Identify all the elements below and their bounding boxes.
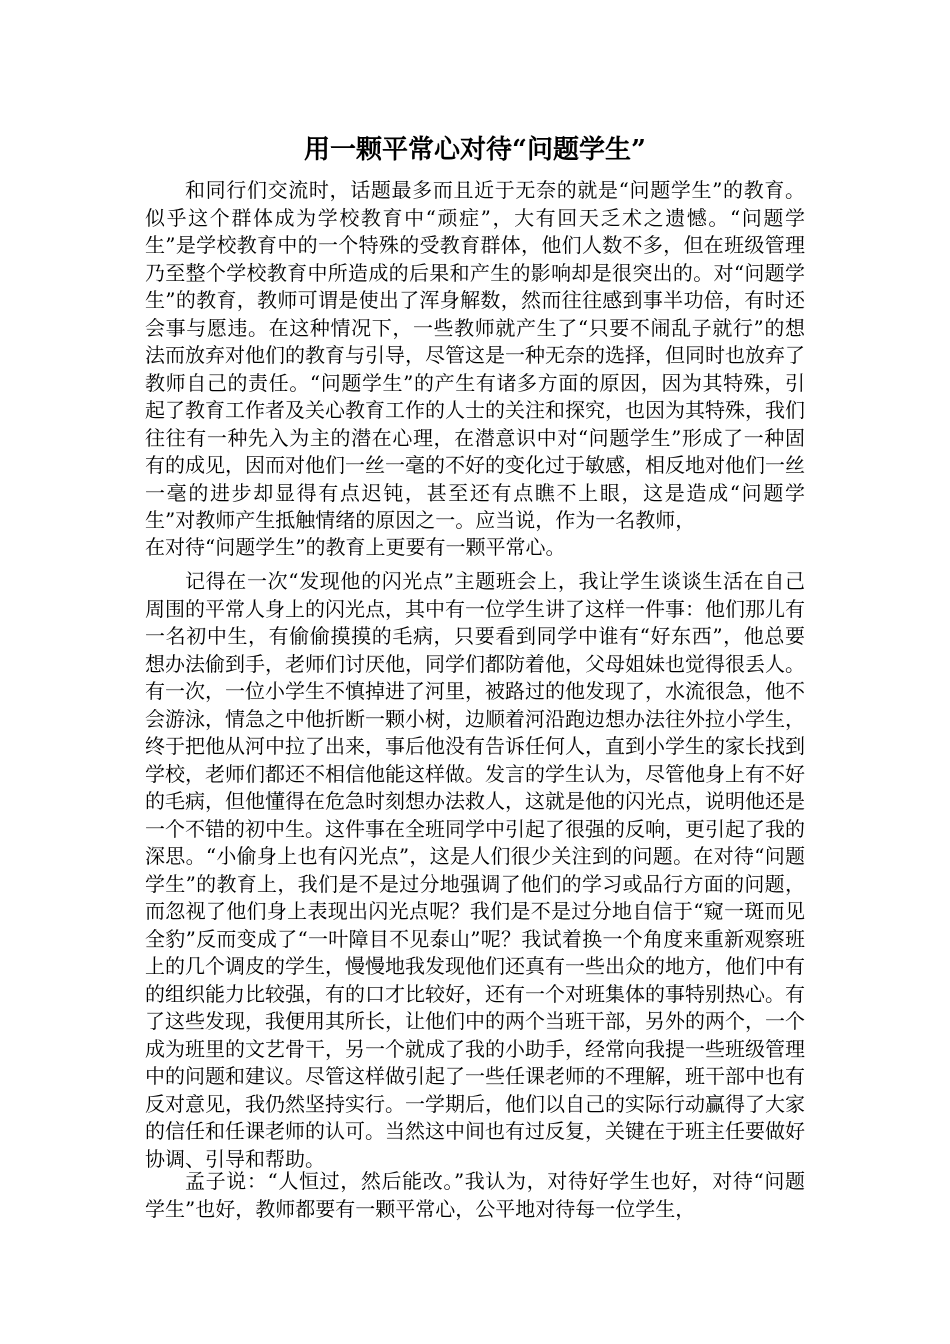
paragraph-2: 记得在一次“发现他的闪光点”主题班会上，我让学生谈谈生活在自己周围的平常人身上的闪光点，其中有一位学生讲了这样一件事：他们那儿有一名初中生，有偷偷摸摸的毛病，只要看到同学中谁有“好东西”，他总要想办法偷到手，老师们讨厌他，同学们都防着他，父母姐妹也觉得很丢人。有一次，一位小学生不慎掉进了河里，被路过的他发现了，水流很急，他不会游泳，情急之中他折断一颗小树，边顺着河沿跑边想办法往外拉小学生，终于把他从河中拉了出来，事后他没有告诉任何人，直到小学生的家长找到学校，老师们都还不相信他能这样做。发言的学生认为，尽管他身上有不好的毛病，但他懂得在危急时刻想办法救人，这就是他的闪光点，说明他还是一个不错的初中生。这件事在全班同学中引起了很强的反响，更引起了我的深思。“小偷身上也有闪光点”，这是人们很少关注到的问题。在对待“问题学生”的教育上，我们是不是过分地强调了他们的学习或品行方面的问题，而忽视了他们身上表现出闪光点呢？我们是不是过分地自信于“窥一斑而见全豹”反而变成了“一叶障目不见泰山”呢？我试着换一个角度来重新观察班上的几个调皮的学生，慢慢地我发现他们还真有一些出众的地方，他们中有的组织能力比较强，有的口才比较好，还有一个对班集体的事特别热心。有了这些发现，我便用其所长，让他们中的两个当班干部，另外的两个，一个成为班里的文艺骨干，另一个就成了我的小助手，经常向我提一些班级管理中的问题和建议。尽管这样做引起了一些任课老师的不理解，班干部中也有反对意见，我仍然坚持实行。一学期后，他们以自己的实际行动赢得了大家的信任和任课老师的认可。当然这中间也有过反复，关键在于班主任要做好协调、引导和帮助。	[145, 569, 805, 1171]
document-title: 用一颗平常心对待“问题学生”	[304, 135, 646, 165]
paragraph-1-continuation: 在对待“问题学生”的教育上更要有一颗平常心。	[145, 535, 566, 559]
paragraph-1: 和同行们交流时，话题最多而且近于无奈的就是“问题学生”的教育。似乎这个群体成为学校教育中“顽症”，大有回天乏术之遗憾。“问题学生”是学校教育中的一个特殊的受教育群体，他们人数不多，但在班级管理乃至整个学校教育中所造成的后果和产生的影响却是很突出的。对“问题学生”的教育，教师可谓是使出了浑身解数，然而往往感到事半功倍，有时还会事与愿违。在这种情况下，一些教师就产生了“只要不闹乱子就行”的想法而放弃对他们的教育与引导，尽管这是一种无奈的选择，但同时也放弃了教师自己的责任。“问题学生”的产生有诸多方面的原因，因为其特殊，引起了教育工作者及关心教育工作的人士的关注和探究，也因为其特殊，我们往往有一种先入为主的潜在心理，在潜意识中对“问题学生”形成了一种固有的成见，因而对他们一丝一毫的不好的变化过于敏感，相反地对他们一丝一毫的进步却显得有点迟钝，甚至还有点瞧不上眼，这是造成“问题学生”对教师产生抵触情绪的原因之一。应当说，作为一名教师，	[145, 178, 805, 532]
paragraph-3: 孟子说：“人恒过，然后能改。”我认为，对待好学生也好，对待“问题学生”也好，教师都要有一颗平常心，公平地对待每一位学生，	[145, 1169, 805, 1221]
